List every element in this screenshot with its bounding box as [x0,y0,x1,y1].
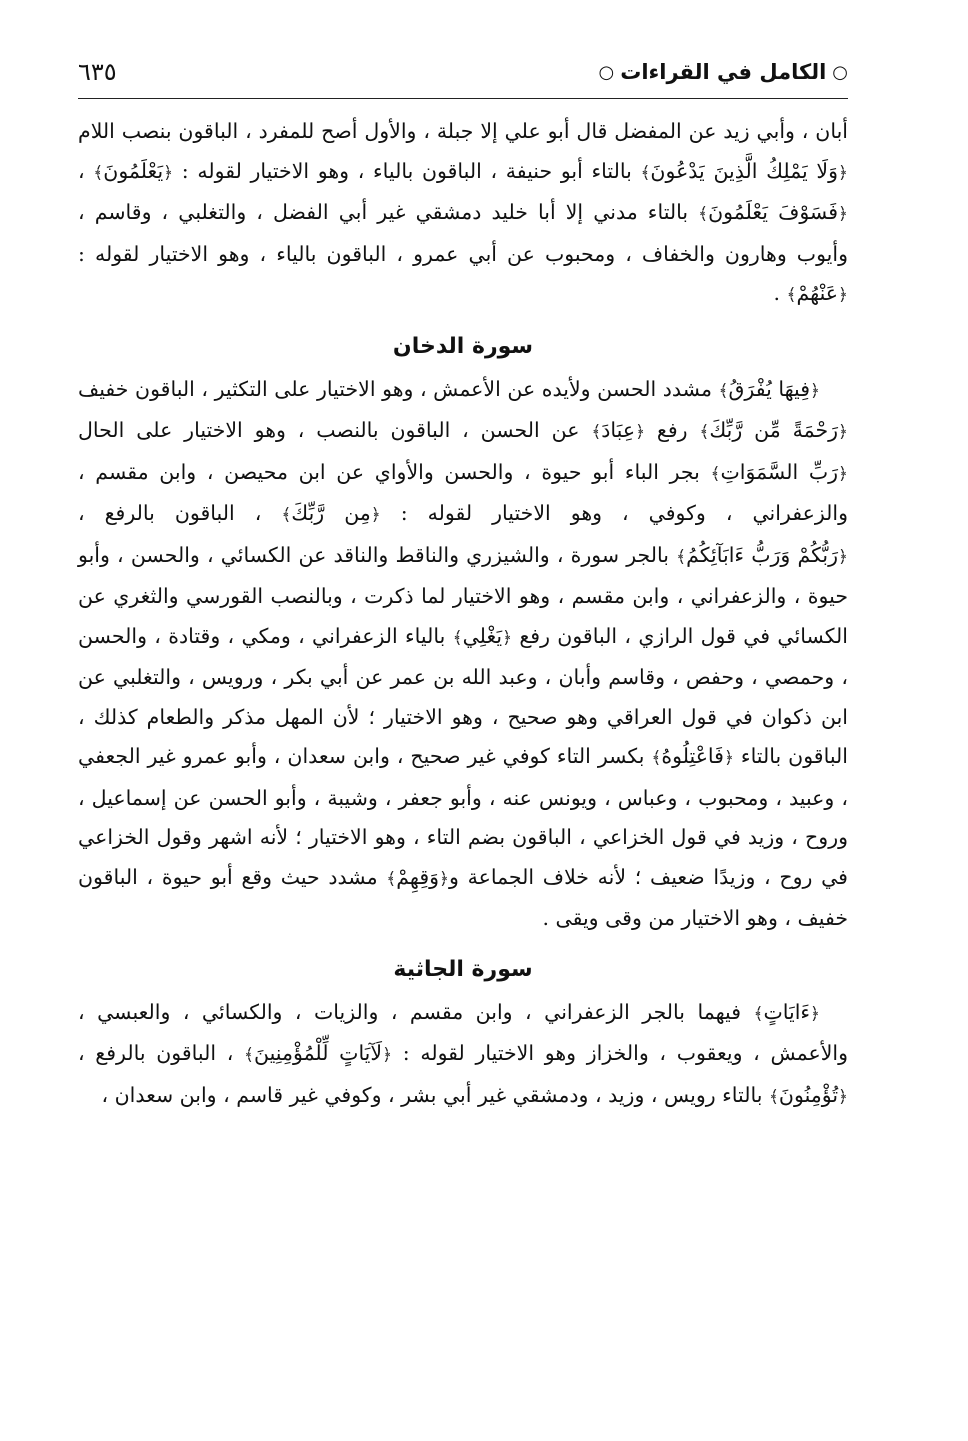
ornate-bracket-close-icon: ﴾ [452,627,463,648]
body-paragraph [78,370,848,939]
quran-quote [719,377,820,401]
ornate-bracket-open-icon: ﴿ [635,422,646,442]
quran-quote [93,159,173,183]
body-paragraph [78,993,848,1118]
ornate-bracket-close-icon: ﴾ [786,285,797,305]
paragraph-text: . [773,281,787,305]
surah-heading: سورة الجاثية [393,956,533,982]
quran-quote-text: فَسَوْفَ يَعْلَمُونَ [708,200,839,224]
quran-quote [591,418,645,442]
paragraph-text: بالتاء مدني إلا أبا خليد دمشقي غير أبي الفضل ، والتغلبي ، وقاسم ، وأيوب وهارون والخفاف ، ومحبوب عن أبي عمرو ، الباقون بالياء ، وهو الاختيار لقوله : [78,200,848,266]
quran-quote-text: يَغْلِي [462,623,503,648]
quran-quote-text: عِبَادَ [601,418,636,442]
running-title-text: الكامل في القراءات [620,60,827,84]
quran-quote [699,418,848,442]
quran-quote [698,200,848,224]
ornate-bracket-close-icon: ﴾ [753,1003,764,1024]
quran-quote-text: رَبِّ السَّمَوَاتِ [720,459,839,484]
ornate-bracket-open-icon: ﴿ [382,1045,393,1065]
quran-quote-text: لَآيَاتٍ لِّلْمُؤْمِنِينَ [254,1041,383,1065]
page-number: ٦٣٥ [78,58,117,86]
quran-quote [711,460,848,484]
ornate-bracket-close-icon: ﴾ [718,380,729,401]
ornate-bracket-open-icon: ﴿ [502,627,513,648]
ornate-bracket-open-icon: ﴿ [810,380,820,401]
quran-quote [651,744,734,768]
quran-quote-text: فِيهَا يُفْرَقُ [728,376,811,401]
ornate-bracket-close-icon: ﴾ [386,868,397,889]
circle-ornament-icon: ○ [832,61,848,83]
header-rule [78,98,848,99]
ornate-bracket-open-icon: ﴿ [838,422,848,442]
paragraph-text: أبان ، وأبي زيد عن المفضل قال أبو علي إلا جبلة ، والأول أصح للمفرد ، الباقون بنصب اللام [78,119,848,143]
page-body [78,112,848,1117]
ornate-bracket-open-icon: ﴿ [810,1003,820,1024]
ornate-bracket-close-icon: ﴾ [698,204,709,224]
paragraph-text: فيهما بالجر الزعفراني ، وابن مقسم ، والزيات ، والكسائي ، والعبسي ، والأعمش ، ويعقوب ، والخزاز وهو الاختيار لقوله : [78,999,848,1065]
paragraph-text: بكسر التاء كوفي غير صحيح ، وابن سعدان ، وأبو عمرو غير الجعفي ، وعبيد ، ومحبوب ، وعباس ، ويونس عنه ، وأبو جعفر ، وشيبة ، وأبو الحسن عن إسماعيل ، وروح ، وزيد في قول الخزاعي ، الباقون بضم التاء ، وهو الاختيار ؛ لأنه اشهر وقول الخزاعي في روح ، وزيدًا ضعيف ؛ لأنه خلاف الجماعة و [78,744,848,889]
surah-heading: سورة الدخان [392,333,534,359]
ornate-bracket-open-icon: ﴿ [723,748,734,768]
ornate-bracket-close-icon: ﴾ [699,422,710,442]
quran-quote [281,501,380,525]
ornate-bracket-open-icon: ﴿ [163,162,174,183]
body-paragraph [78,112,848,316]
quran-quote [787,281,848,305]
paragraph-text: بالتاء أبو حنيفة ، الباقون بالياء ، وهو الاختيار لقوله : [173,158,641,183]
quran-quote-text: يَعْلَمُونَ [103,158,164,183]
paragraph-text: رفع [645,418,700,442]
circle-ornament-icon: ○ [598,61,615,83]
quran-quote [769,1083,848,1107]
quran-quote [676,543,848,567]
quran-quote-text: عَنْهُمْ [796,281,839,305]
ornate-bracket-open-icon: ﴿ [838,463,848,484]
quran-quote-text: رَحْمَةً مِّن رَّبِّكَ [709,418,839,442]
ornate-bracket-open-icon: ﴿ [838,546,848,567]
paragraph-text: بالياء الزعفراني ، ومكي ، وقتادة ، والحسن ، وحمصي ، وحفص ، وقاسم وأبان ، وعبد الله بن عمر عن أبي بكر ، ورويس ، والتغلبي عن ابن ذكوان في قول العراقي وهو صحيح ، وهو الاختيار ؛ لأن المهل مذكر والطعام كذلك ، الباقون بالتاء [78,623,848,768]
ornate-bracket-close-icon: ﴾ [676,546,687,567]
ornate-bracket-open-icon: ﴿ [439,868,450,889]
quran-quote [640,159,848,183]
paragraph-text: مشدد الحسن ولأيده عن الأعمش ، وهو الاختيار على التكثير ، الباقون خفيف [78,376,719,401]
quran-quote-text: مِن رَّبِّكَ [291,501,371,525]
paragraph-text: ، [78,158,94,183]
quran-quote-text: تُؤْمِنُونَ [778,1082,839,1107]
ornate-bracket-close-icon: ﴾ [640,162,651,183]
paragraph-text: بالتاء رويس ، وزيد ، ودمشقي غير أبي بشر ، وكوفي غير قاسم ، وابن سعدان ، [101,1082,769,1107]
ornate-bracket-close-icon: ﴾ [244,1045,255,1065]
ornate-bracket-close-icon: ﴾ [591,422,602,442]
quran-quote-text: فَاعْتِلُوهُ [661,744,724,768]
ornate-bracket-open-icon: ﴿ [838,1086,848,1107]
ornate-bracket-close-icon: ﴾ [710,463,721,484]
quran-quote [386,865,449,889]
paragraph-text: عن الحسن ، الباقون بالنصب ، وهو الاختيار على الحال [78,418,592,442]
ornate-bracket-close-icon: ﴾ [281,505,292,525]
quran-quote-text: وَقِهِمْ [396,864,440,889]
ornate-bracket-open-icon: ﴿ [838,162,848,183]
paragraph-text: مشدد حيث وقع أبو حيوة ، الباقون خفيف ، وهو الاختيار من وقى ويقى . [78,864,848,930]
quran-quote-text: رَبُّكُمْ وَرَبُّ ءَابَآئِكُمُ [686,542,839,567]
quran-quote [453,624,512,648]
ornate-bracket-open-icon: ﴿ [838,204,848,224]
paragraph-text: ، الباقون بالرفع ، [78,501,282,525]
quran-quote-text: وَلَا يَمْلِكُ الَّذِينَ يَدْعُونَ [650,158,839,183]
paragraph-text: بالجر سورة ، والشيزري والناقط والناقد عن الكسائي ، والحسن ، وأبو حيوة ، والزعفراني ، وابن مقسم ، وهو الاختيار لما ذكرت ، وبالنصب القورسي والثغري عن الكسائي في قول الرازي ، الباقون رفع [78,542,848,648]
quran-quote [753,1000,820,1024]
paragraph-text: ، الباقون بالرفع ، [78,1041,245,1065]
page-header [78,56,848,96]
ornate-bracket-close-icon: ﴾ [93,162,104,183]
quran-quote [244,1041,392,1065]
ornate-bracket-open-icon: ﴿ [838,285,848,305]
ornate-bracket-open-icon: ﴿ [370,505,381,525]
running-title [599,60,848,84]
ornate-bracket-close-icon: ﴾ [768,1086,779,1107]
paragraph-text: بجر الباء أبو حيوة ، والحسن والأواي عن ابن محيصن ، وابن مقسم ، والزعفراني ، وكوفي ، وهو الاختيار لقوله : [78,459,849,525]
quran-quote-text: ءَايَاتٍ [763,999,811,1024]
ornate-bracket-close-icon: ﴾ [651,748,662,768]
